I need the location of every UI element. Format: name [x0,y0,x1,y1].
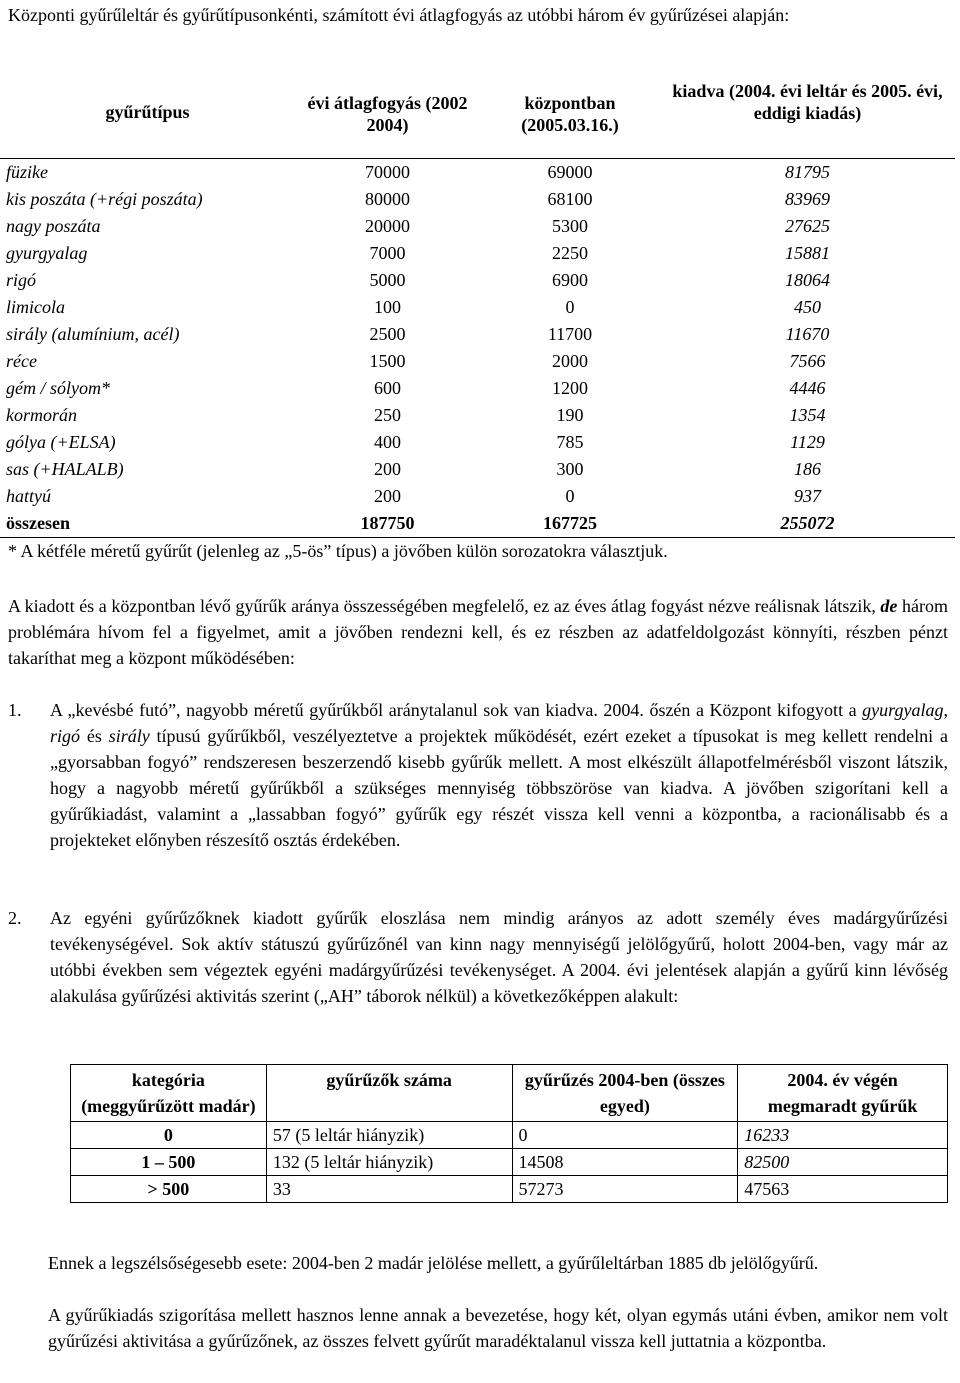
intro-text: Központi gyűrűleltár és gyűrűtípusonkénti, számított évi átlagfogyás az utóbbi három év gyűrűzései alapján: [8,5,790,25]
yearly-average-cell: 20000 [365,215,410,236]
in-center-cell: 5300 [552,215,588,236]
item1-part-d: típusú gyűrűkből, veszélyeztetve a projektek működését, ezért ezeket a típusokat is meg kellett rendelni a „gyorsabban fogyó” rendszeresen beszerzendő kisebb gyűrűk mellett. A most elkészült állapotfelmérésből viszont látszik, hogy a nagyobb méretű gyűrűkből a szükséges mennyiség többszöröse van kiadva. A jövőben szigorítani kell a gyűrűkiadást, valamint a „lassabban fogyó” gyűrűk egy részét vissza kell venni a központba, a racionálisabb és a projekteket előnyben részesítő osztás érdekében. [50,726,948,850]
yearly-average-cell: 2500 [369,323,406,344]
ringing-2004-cell: 14508 [512,1149,738,1176]
ring-inventory-table [0,78,955,538]
remaining-rings-cell: 82500 [738,1149,948,1176]
yearly-average-cell: 400 [374,431,401,452]
ringing-2004-cell: 57273 [512,1176,738,1203]
emphasis-de: de [880,596,898,616]
ring-type-cell: kormorán [6,404,77,425]
closing-paragraph-2: A gyűrűkiadás szigorítása mellett hasznos lenne annak a bevezetése, hogy két, olyan egymás utáni évben, amikor nem volt gyűrűzési aktivitása a gyűrűzőnek, az összes felvett gyűrűt maradéktalanul vissza kell juttatnia a központba. [48,1305,948,1351]
header-ringers-count: gyűrűzők száma [266,1065,512,1122]
list-number-1: 1. [8,700,22,720]
ringers-count-cell: 33 [266,1176,512,1203]
ring-type-cell: nagy poszáta [6,215,101,236]
category-cell: 0 [71,1122,267,1149]
table-row [0,321,955,348]
ring-type-cell: rigó [6,269,37,290]
table-row [0,158,955,186]
table-row [71,1122,948,1149]
item1-italic-rigo: rigó [50,726,81,746]
issued-cell: 83969 [785,188,830,209]
ringers-count-cell: 57 (5 leltár hiányzik) [266,1122,512,1149]
issued-cell: 4446 [789,377,826,398]
list-item-1 [8,697,948,853]
table-row [0,429,955,456]
closing-paragraph-1: Ennek a legszélsőségesebb esete: 2004-ben 2 madár jelölése mellett, a gyűrűleltárban 1885 db jelölőgyűrű. [48,1253,819,1273]
total-yearly-average: 187750 [295,510,480,538]
in-center-cell: 785 [556,431,584,452]
yearly-average-cell: 70000 [365,161,410,182]
remaining-rings-cell: 47563 [738,1176,948,1203]
header-ring-type: gyűrűtípus [0,78,295,158]
yearly-average-cell: 100 [374,296,401,317]
in-center-cell: 0 [565,296,575,317]
issued-cell: 450 [794,296,821,317]
footnote: * A kétféle méretű gyűrűt (jelenleg az „5-ös” típus) a jövőben külön sorozatokra választjuk. [8,541,668,561]
table-header-row [0,78,955,158]
category-cell: > 500 [71,1176,267,1203]
header-remaining-rings: 2004. év végén megmaradt gyűrűk [738,1065,948,1122]
list-item-2 [8,905,948,1009]
table-row [0,186,955,213]
yearly-average-cell: 7000 [369,242,406,263]
ring-type-cell: sirály (alumínium, acél) [6,323,180,344]
in-center-cell: 11700 [547,323,593,344]
yearly-average-cell: 200 [374,485,401,506]
issued-cell: 186 [794,458,821,479]
paragraph-text-b: három problémára hívom fel a figyelmet, amit a jövőben rendezni kell, és ez részben az adatfeldolgozást könnyíti, részben pénzt takaríthat meg a központ működésében: [8,596,949,668]
in-center-cell: 2250 [552,242,588,263]
ringer-activity-table [70,1064,948,1203]
issued-cell: 18064 [785,269,830,290]
table-row [71,1149,948,1176]
table-row [0,267,955,294]
header-in-center: központban (2005.03.16.) [480,78,660,158]
ring-type-cell: kis poszáta (+régi poszáta) [6,188,203,209]
ring-type-cell: limicola [6,296,65,317]
item1-part-c: és [80,726,109,746]
ring-type-cell: gyurgyalag [6,242,88,263]
issued-cell: 15881 [785,242,830,263]
total-in-center: 167725 [480,510,660,538]
table-total-row [0,510,955,538]
yearly-average-cell: 600 [374,377,401,398]
table-row [0,240,955,267]
item1-part-a: A „kevésbé futó”, nagyobb méretű gyűrűkből aránytalanul sok van kiadva. 2004. őszén a Központ kifogyott a [50,700,863,720]
ring-type-cell: hattyú [6,485,51,506]
total-label: összesen [0,510,295,538]
ringers-count-cell: 132 (5 leltár hiányzik) [266,1149,512,1176]
issued-cell: 1129 [790,431,825,452]
item1-italic-siraly: sirály [108,726,150,746]
in-center-cell: 190 [556,404,584,425]
table-row [0,402,955,429]
table-row [0,456,955,483]
ringing-2004-cell: 0 [512,1122,738,1149]
issued-cell: 11670 [785,323,830,344]
ring-type-cell: füzike [6,161,48,182]
total-issued: 255072 [660,510,955,538]
paragraph-intro [8,593,948,671]
ring-type-cell: réce [6,350,37,371]
yearly-average-cell: 5000 [369,269,406,290]
issued-cell: 27625 [785,215,830,236]
item1-part-b: , [943,700,948,720]
remaining-rings-cell: 16233 [738,1122,948,1149]
table2-header-row [71,1065,948,1122]
in-center-cell: 2000 [552,350,588,371]
category-cell: 1 – 500 [71,1149,267,1176]
ring-type-cell: gém / sólyom* [6,377,110,398]
table-row [0,294,955,321]
in-center-cell: 300 [556,458,584,479]
list-number-2: 2. [8,908,22,928]
paragraph-text-a: A kiadott és a központban lévő gyűrűk aránya összességében megfelelő, ez az éves átlag fogyást nézve reálisnak látszik, [8,596,881,616]
table-row [0,213,955,240]
yearly-average-cell: 80000 [365,188,410,209]
item1-italic-gyurgyalag: gyurgyalag [862,700,944,720]
issued-cell: 81795 [785,161,830,182]
yearly-average-cell: 1500 [369,350,406,371]
in-center-cell: 6900 [552,269,588,290]
issued-cell: 937 [794,485,821,506]
issued-cell: 7566 [789,350,826,371]
header-category: kategória (meggyűrűzött madár) [71,1065,267,1122]
issued-cell: 1354 [789,404,826,425]
header-ringing-2004: gyűrűzés 2004-ben (összes egyed) [512,1065,738,1122]
list-item-1-text [50,697,948,853]
table-row [71,1176,948,1203]
table-row [0,348,955,375]
ring-type-cell: gólya (+ELSA) [6,431,116,452]
table2-body [71,1122,948,1203]
in-center-cell: 68100 [547,188,593,209]
yearly-average-cell: 250 [374,404,401,425]
header-issued: kiadva (2004. évi leltár és 2005. évi, eddigi kiadás) [660,78,955,158]
in-center-cell: 1200 [552,377,588,398]
list-item-2-text: Az egyéni gyűrűzőknek kiadott gyűrűk eloszlása nem mindig arányos az adott személy éves madárgyűrűzési tevékenységével. Sok aktív státuszú gyűrűzőnél van kinn nagy mennyiségű jelölőgyűrű, holott 2004-ben, vagy már az utóbbi években sem végeztek egyéni madárgyűrűzési tevékenységet. A 2004. évi jelentések alapján a gyűrű kinn lévőség alakulása gyűrűzési aktivitás szerint („AH” táborok nélkül) a következőképpen alakult: [50,908,948,1006]
table-row [0,375,955,402]
table-body [0,158,955,510]
in-center-cell: 69000 [547,161,593,182]
in-center-cell: 0 [565,485,575,506]
header-yearly-average: évi átlagfogyás (2002 2004) [295,78,480,158]
table-row [0,483,955,510]
ring-type-cell: sas (+HALALB) [6,458,124,479]
yearly-average-cell: 200 [374,458,401,479]
